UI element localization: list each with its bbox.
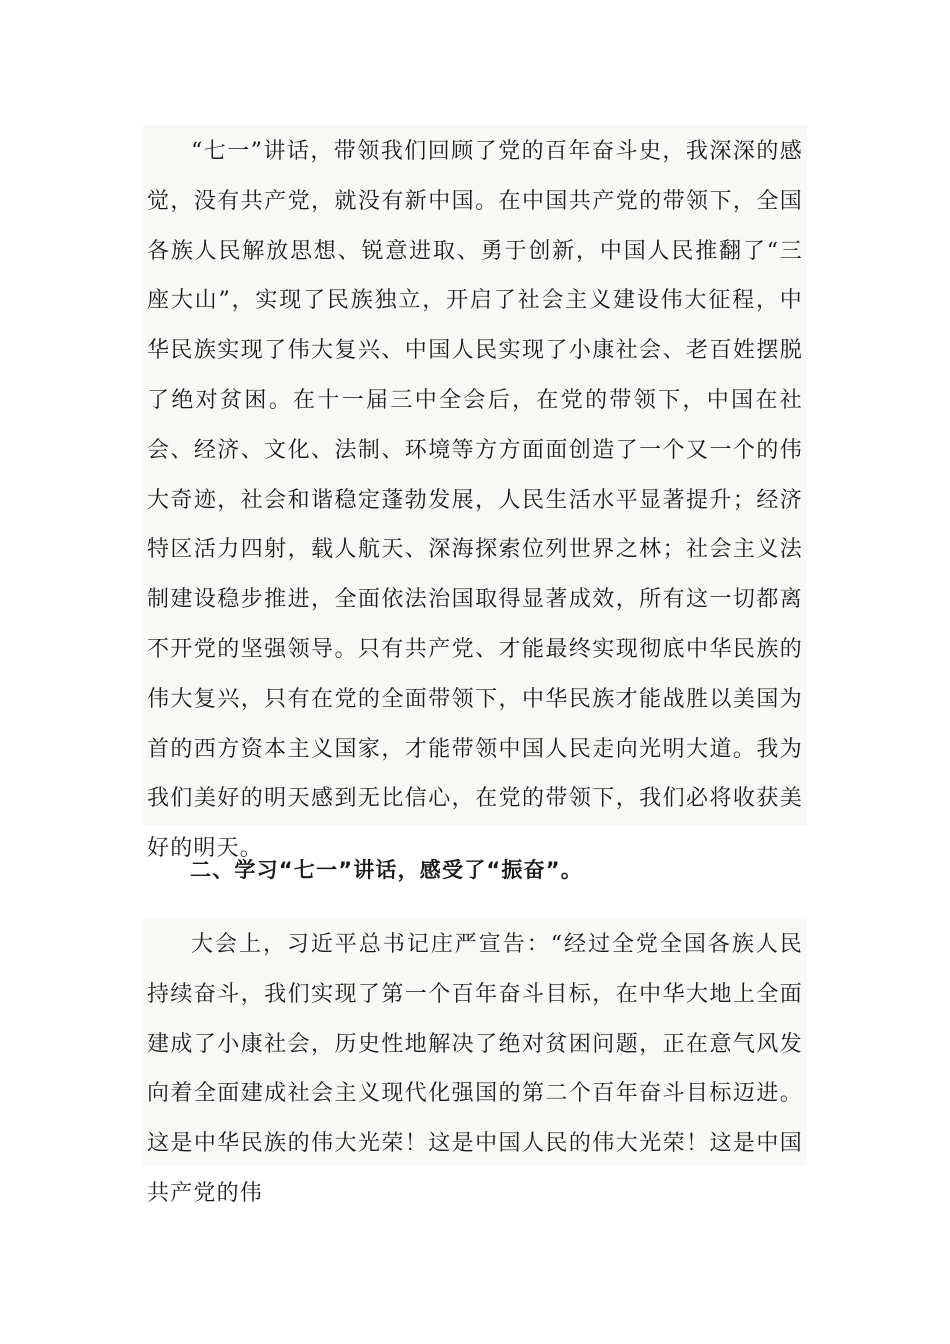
text-block-upper	[143, 125, 807, 862]
body-paragraph: “七一”讲话，带领我们回顾了党的百年奋斗史，我深深的感觉，没有共产党，就没有新中国。在中国共产党的带领下，全国各族人民解放思想、锐意进取、勇于创新，中国人民推翻了“三座大山”，实现了民族独立，开启了社会主义建设伟大征程，中华民族实现了伟大复兴、中国人民实现了小康社会、老百姓摆脱了绝对贫困。在十一届三中全会后，在党的带领下，中国在社会、经济、文化、法制、环境等方方面面创造了一个又一个的伟大奇迹，社会和谐稳定蓬勃发展，人民生活水平显著提升；经济特区活力四射，载人航天、深海探索位列世界之林；社会主义法制建设稳步推进，全面依法治国取得显著成效，所有这一切都离不开党的坚强领导。只有共产党、才能最终实现彻底中华民族的伟大复兴，只有在党的全面带领下，中华民族才能战胜以美国为首的西方资本主义国家，才能带领中国人民走向光明大道。我为我们美好的明天感到无比信心，在党的带领下，我们必将收获美好的明天。	[147, 139, 803, 862]
section-heading: 二、学习“七一”讲话，感受了“振奋”。	[190, 858, 584, 882]
text-block-lower	[143, 918, 807, 1206]
body-paragraph: 大会上，习近平总书记庄严宣告：“经过全党全国各族人民持续奋斗，我们实现了第一个百年奋斗目标，在中华大地上全面建成了小康社会，历史性地解决了绝对贫困问题，正在意气风发向着全面建成社会主义现代化强国的第二个百年奋斗目标迈进。这是中华民族的伟大光荣！这是中国人民的伟大光荣！这是中国共产党的伟	[147, 932, 803, 1206]
